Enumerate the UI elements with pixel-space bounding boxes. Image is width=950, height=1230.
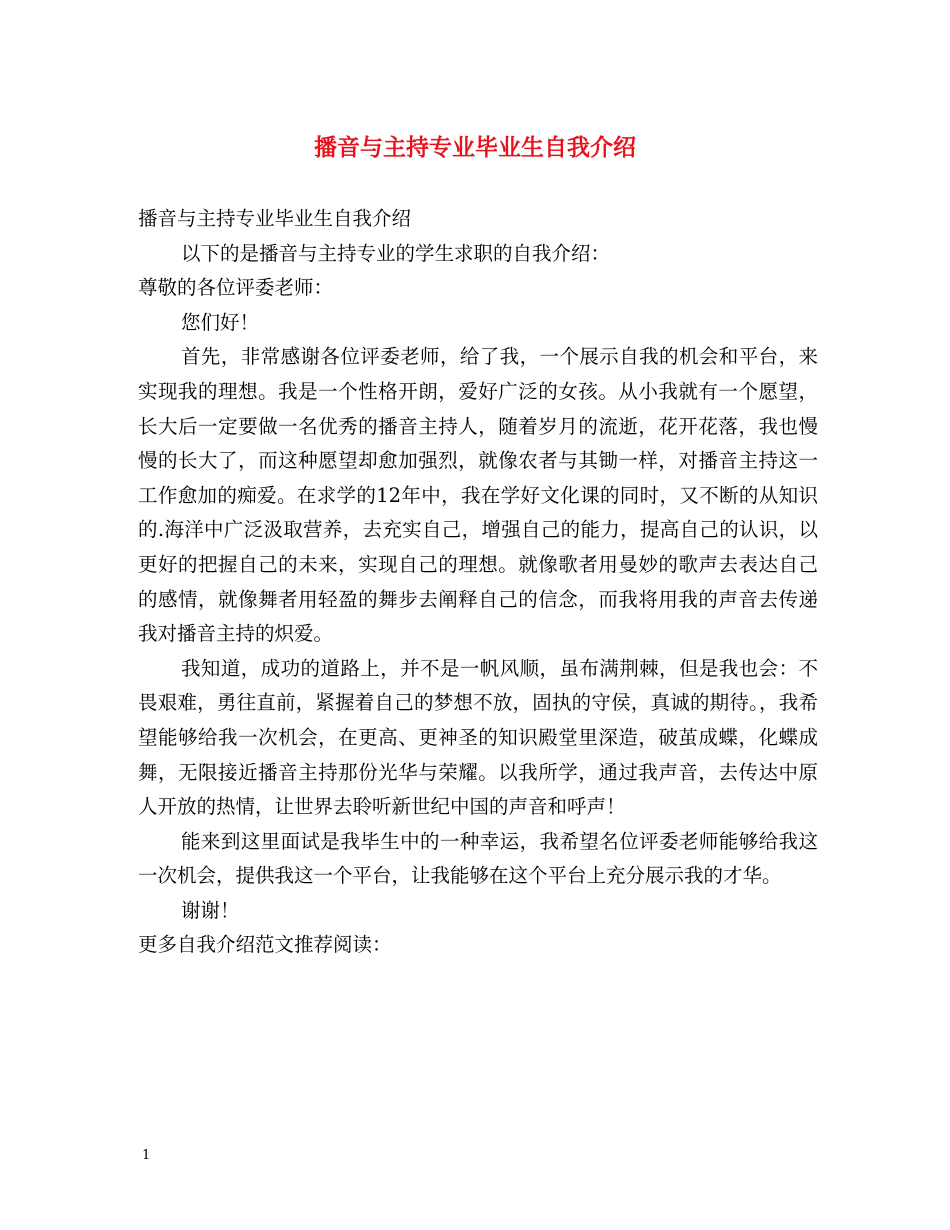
paragraph-intro: 以下的是播音与主持专业的学生求职的自我介绍：: [181, 241, 611, 265]
paragraph-greeting: 您们好！: [181, 310, 260, 334]
paragraph-body-2: 我知道，成功的道路上，并不是一帆风顺，虽布满荆棘，但是我也会：不畏艰难，勇往直前，紧握着自己的梦想不放，固执的守侯，真诚的期待。，我希望能够给我一次机会，在更高、更神圣的知识殿堂里深造，破茧成蝶，化蝶成舞，无限接近播音主持那份光华与荣耀。以我所学，通过我声音，去传达中原人开放的热情，让世界去聆听新世纪中国的声音和呼声！: [138, 656, 818, 819]
paragraph-more-reading: 更多自我介绍范文推荐阅读：: [138, 933, 392, 957]
document-body: [138, 202, 818, 963]
paragraph-thanks: 谢谢！: [181, 898, 240, 922]
page-number: 1: [142, 1148, 151, 1163]
paragraph-salutation: 尊敬的各位评委老师：: [138, 276, 334, 300]
paragraph-heading: 播音与主持专业毕业生自我介绍: [138, 207, 412, 230]
paragraph-body-1: 首先，非常感谢各位评委老师，给了我，一个展示自我的机会和平台，来实现我的理想。我是一个性格开朗，爱好广泛的女孩。从小我就有一个愿望，长大后一定要做一名优秀的播音主持人，随着岁月的流逝，花开花落，我也慢慢的长大了，而这种愿望却愈加强烈，就像农者与其锄一样，对播音主持这一工作愈加的痴爱。在求学的12年中，我在学好文化课的同时，又不断的从知识的.海洋中广泛汲取营养，去充实自己，增强自己的能力，提高自己的认识，以更好的把握自己的未来，实现自己的理想。就像歌者用曼妙的歌声去表达自己的感情，就像舞者用轻盈的舞步去阐释自己的信念，而我将用我的声音去传递我对播音主持的炽爱。: [138, 345, 818, 646]
document-title: 播音与主持专业毕业生自我介绍: [314, 134, 636, 161]
paragraph-body-3: 能来到这里面试是我毕生中的一种幸运，我希望名位评委老师能够给我这一次机会，提供我这一个平台，让我能够在这个平台上充分展示我的才华。: [138, 829, 818, 888]
